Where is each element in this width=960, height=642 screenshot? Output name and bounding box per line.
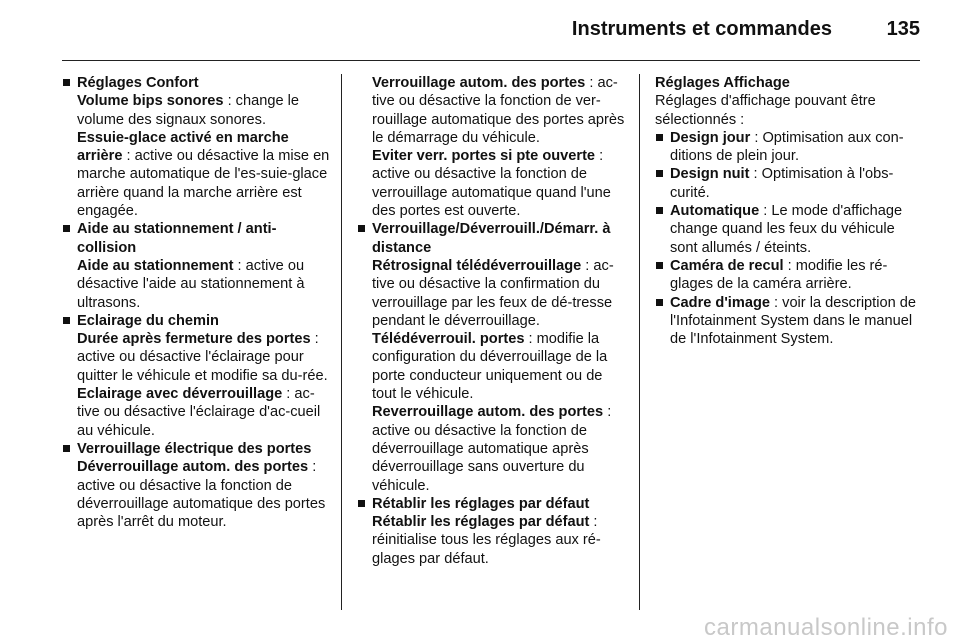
entry-retrosignal: Rétrosignal télédéverrouillage : ac-tive ou désactive la confirmation du verrouillage par les feux de dé-tresse pendant le déverrouillage. [372,257,614,329]
entry-verrouillage-autom: Verrouillage autom. des portes : ac-tive ou désactive la fonction de ver-rouillage automatique des portes après le démarrage du véhicule. [372,75,625,146]
column-3 [655,74,923,348]
bullet-retablir: Rétablir les réglages par défaut [357,495,625,513]
bullet-eclairage-chemin: Eclairage du chemin [62,312,330,330]
entry-essuie-glace: Essuie-glace activé en marche arrière : active ou désactive la mise en marche automatique de l'es-suie-glace arrière quand la marche arrière est engagée. [77,129,330,220]
bullet-automatique: Automatique : Le mode d'affichage change quand les feux du véhicule sont allumés / éteints. [655,202,923,257]
bullet-reglages-confort: Réglages Confort [62,74,330,92]
bullet-verrouillage-distance: Verrouillage/Déverrouill./Démarr. à distance [357,220,625,257]
bullet-aide-stationnement: Aide au stationnement / anti-collision [62,220,330,257]
heading-reglages-affichage: Réglages Affichage [655,75,790,91]
entry-eviter-verr: Eviter verr. portes si pte ouverte : active ou désactive la fonction de verrouillage automatique quand l'une des portes est ouverte. [372,148,611,220]
page-header [0,0,960,62]
column-1 [62,74,330,531]
bullet-cadre-image: Cadre d'image : voir la description de l'Infotainment System dans le manuel de l'Infotainment System. [655,294,923,349]
bullet-design-jour: Design jour : Optimisation aux con-ditions de plein jour. [655,129,923,166]
header-divider [62,60,920,61]
column-divider-1 [341,74,342,610]
page-number: 135 [886,18,920,40]
bullet-camera-recul: Caméra de recul : modifie les ré-glages de la caméra arrière. [655,257,923,294]
column-2 [357,74,625,568]
intro-affichage: Réglages d'affichage pouvant être sélectionnés : [655,93,876,128]
entry-teledeverrouil: Télédéverrouil. portes : modifie la configuration du déverrouillage de la porte conducteur uniquement ou de tout le véhicule. [372,331,608,403]
entry-volume-bips: Volume bips sonores : change le volume des signaux sonores. [77,93,299,128]
entry-duree-fermeture: Durée après fermeture des portes : active ou désactive l'éclairage pour quitter le véhicule et modifie sa du-rée. [77,331,328,384]
entry-deverrouillage-autom: Déverrouillage autom. des portes : active ou désactive la fonction de déverrouillage automatique des portes après l'arrêt du moteur. [77,459,326,531]
section-title: Instruments et commandes [571,18,832,40]
entry-reverrouillage: Reverrouillage autom. des portes : active ou désactive la fonction de déverrouillage automatique après déverrouillage sans ouverture du véhicule. [372,404,612,494]
bullet-design-nuit: Design nuit : Optimisation à l'obs-curité. [655,165,923,202]
entry-eclairage-deverrouillage: Eclairage avec déverrouillage : ac-tive ou désactive l'éclairage d'ac-cueil au véhicule. [77,386,321,439]
column-divider-2 [639,74,640,610]
entry-aide-stationnement: Aide au stationnement : active ou désactive l'aide au stationnement à ultrasons. [77,257,305,311]
watermark: carmanualsonline.info [704,614,948,641]
bullet-verrouillage-electrique: Verrouillage électrique des portes [62,440,330,458]
entry-retablir: Rétablir les réglages par défaut : réinitialise tous les réglages aux ré-glages par défaut. [372,514,601,567]
